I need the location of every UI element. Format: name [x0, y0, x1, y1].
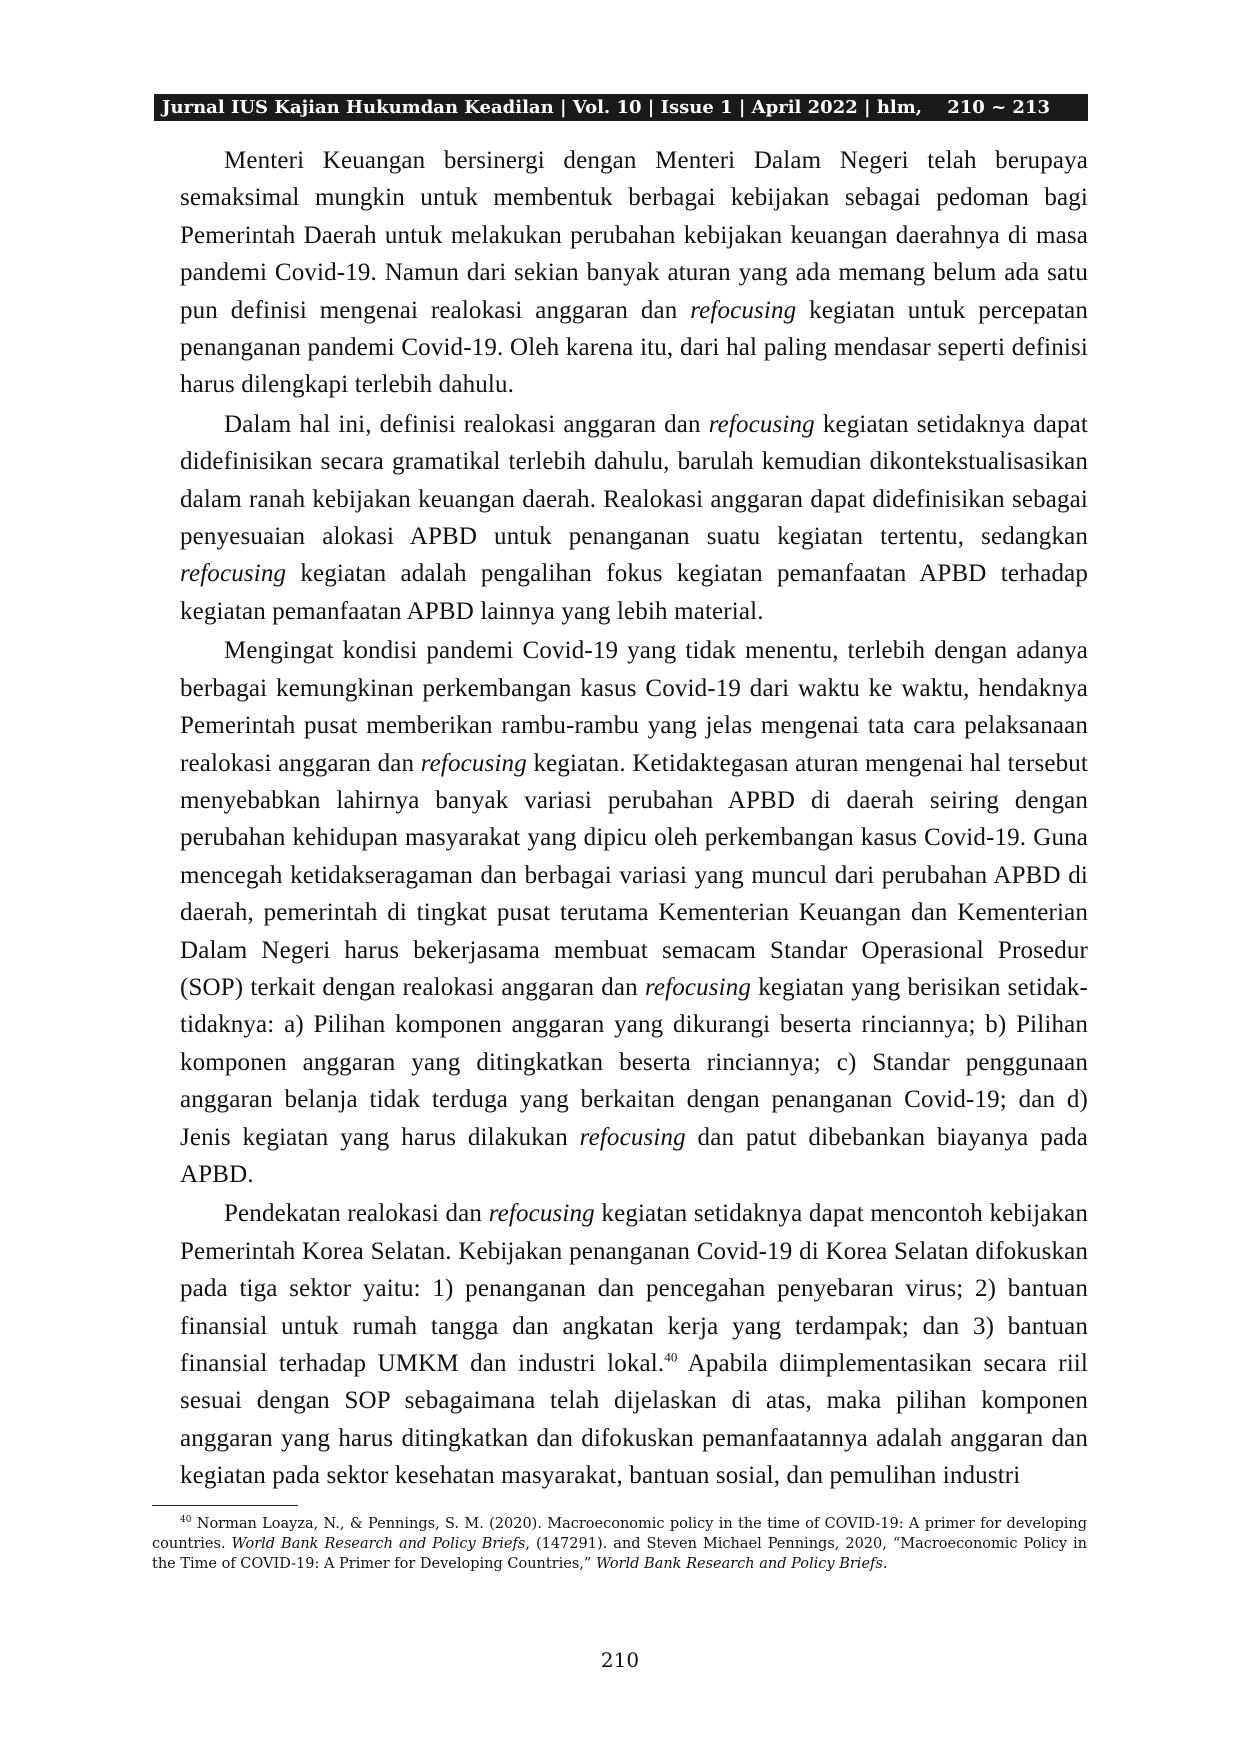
- running-header: [154, 94, 1088, 121]
- paragraph-1: Menteri Keuangan bersinergi dengan Menteri Dalam Negeri telah berupaya semaksimal mungkin untuk membentuk berbagai kebijakan sebagai pedoman bagi Pemerintah Daerah untuk melakukan perubahan kebijakan keuangan daerahnya di masa pandemi Covid-19. Namun dari sekian banyak aturan yang ada memang belum ada satu pun definisi mengenai realokasi anggaran dan refocusing kegiatan untuk percepatan penanganan pandemi Covid-19. Oleh karena itu, dari hal paling mendasar seperti definisi harus dilengkapi terlebih dahulu.: [180, 147, 1088, 399]
- footnote-number: 40: [180, 1515, 192, 1526]
- paragraph-3: Mengingat kondisi pandemi Covid-19 yang tidak menentu, terlebih dengan adanya berbagai kemungkinan perkembangan kasus Covid-19 dari waktu ke waktu, hendaknya Pemerintah pusat memberikan rambu-rambu yang jelas mengenai tata cara pelaksanaan realokasi anggaran dan refocusing kegiatan. Ketidaktegasan aturan mengenai hal tersebut menyebabkan lahirnya banyak variasi perubahan APBD di daerah seiring dengan perubahan kehidupan masyarakat yang dipicu oleh perkembangan kasus Covid-19. Guna mencegah ketidakseragaman dan berbagai variasi yang muncul dari perubahan APBD di daerah, pemerintah di tingkat pusat terutama Kementerian Keuangan dan Kementerian Dalam Negeri harus bekerjasama membuat semacam Standar Operasional Prosedur (SOP) terkait dengan realokasi anggaran dan refocusing kegiatan yang berisikan setidak-tidaknya: a) Pilihan komponen anggaran yang dikurangi beserta rinciannya; b) Pilihan komponen anggaran yang ditingkatkan beserta rinciannya; c) Standar penggunaan anggaran belanja tidak terduga yang berkaitan dengan penanganan Covid-19; dan d) Jenis kegiatan yang harus dilakukan refocusing dan patut dibebankan biayanya pada APBD.: [180, 637, 1088, 1188]
- page-range: 210 ~ 213: [947, 97, 1050, 118]
- paragraph-2: Dalam hal ini, definisi realokasi anggaran dan refocusing kegiatan setidaknya dapat didefinisikan secara gramatikal terlebih dahulu, barulah kemudian dikontekstualisasikan dalam ranah kebijakan keuangan daerah. Realokasi anggaran dapat didefinisikan sebagai penyesuaian alokasi APBD untuk penanganan suatu kegiatan tertentu, sedangkan refocusing kegiatan adalah pengalihan fokus kegiatan pemanfaatan APBD terhadap kegiatan pemanfaatan APBD lainnya yang lebih material.: [180, 410, 1088, 625]
- journal-citation: Jurnal IUS Kajian Hukumdan Keadilan | Vol. 10 | Issue 1 | April 2022 | hlm,: [162, 97, 923, 118]
- footnote: $^{40}$ Norman Loayza, N., & Pennings, S. M. (2020). Macroeconomic policy in the time of COVID-19: A primer for developing countries. World Bank Research and Policy Briefs, (147291). and Steven Michael Pennings, 2020, “Macroeconomic Policy in the Time of COVID-19: A Primer for Developing Countries,” World Bank Research and Policy Briefs.: [152, 1515, 1087, 1572]
- footnote-divider: [152, 1505, 298, 1506]
- paragraph-4: Pendekatan realokasi dan refocusing kegiatan setidaknya dapat mencontoh kebijakan Pemerintah Korea Selatan. Kebijakan penanganan Covid-19 di Korea Selatan difokuskan pada tiga sektor yaitu: 1) penanganan dan pencegahan penyebaran virus; 2) bantuan finansial untuk rumah tangga dan angkatan kerja yang terdampak; dan 3) bantuan finansial terhadap UMKM dan industri lokal.$^{40}$ Apabila diimplementasikan secara riil sesuai dengan SOP sebagaimana telah dijelaskan di atas, maka pilihan komponen anggaran yang harus ditingkatkan dan difokuskan pemanfaatannya adalah anggaran dan kegiatan pada sektor kesehatan masyarakat, bantuan sosial, dan pemulihan industri: [180, 1200, 1088, 1490]
- body-text: [180, 142, 1088, 1495]
- footnote-reference[interactable]: 40: [664, 1349, 678, 1365]
- page-number: 210: [600, 1648, 640, 1672]
